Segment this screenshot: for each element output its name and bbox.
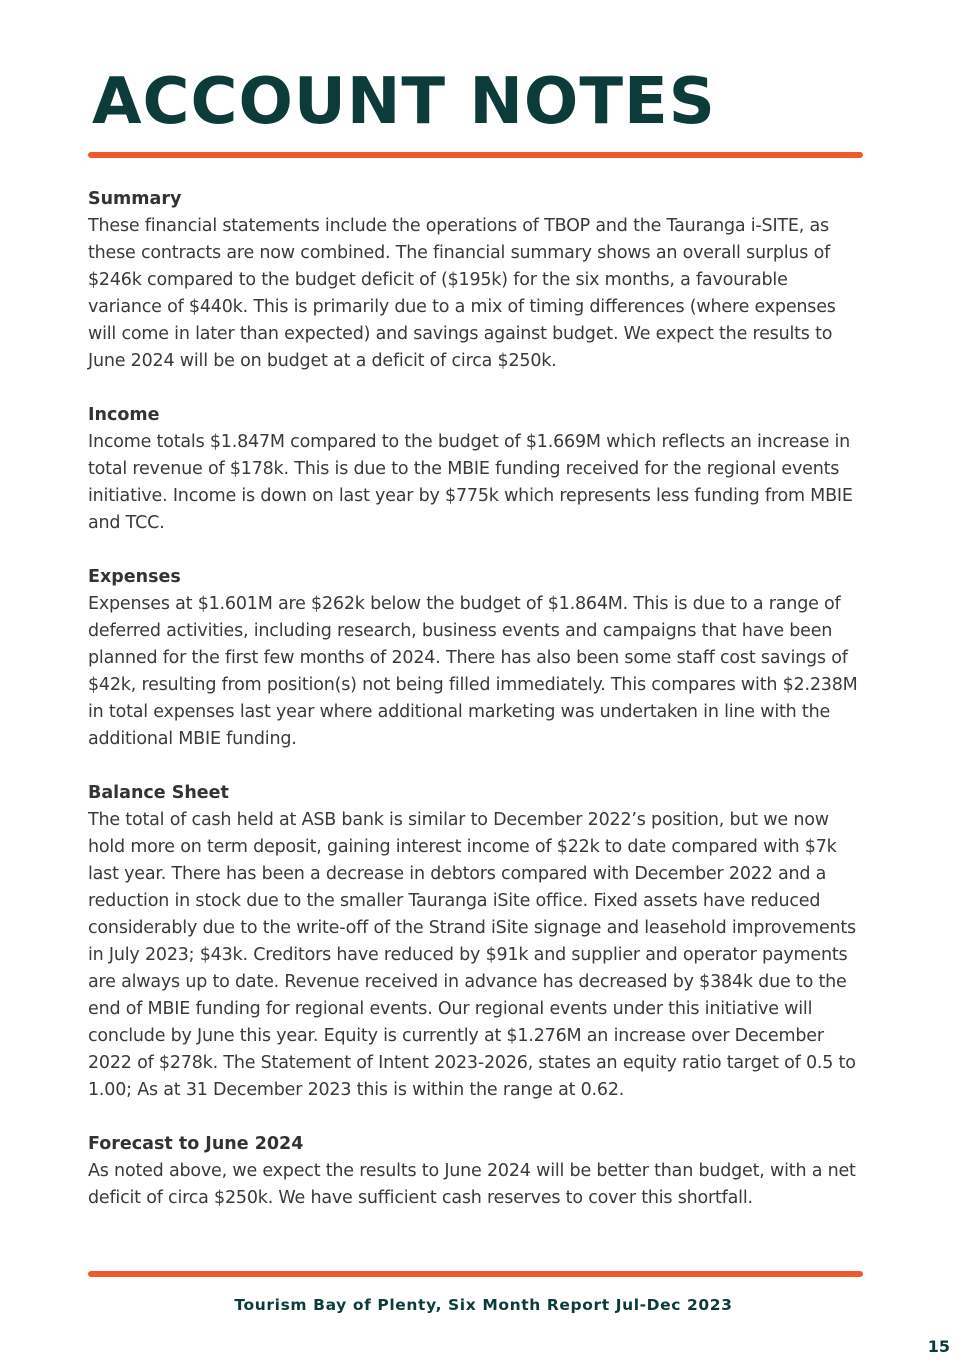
section-heading: Summary bbox=[88, 189, 182, 209]
section-body: The total of cash held at ASB bank is similar to December 2022’s position, but we now hold more on term deposit, gaining interest income of $22k to date compared with $7k last year. There has been a decrease in debtors compared with December 2022 and a reduction in stock due to the smaller Tauranga iSite office. Fixed assets have reduced considerably due to the write-off of the Strand iSite signage and leasehold improvements in July 2023; $43k. Creditors have reduced by $91k and supplier and operator payments are always up to date. Revenue received in advance has decreased by $384k due to the end of MBIE funding for regional events. Our regional events under this initiative will conclude by June this year. Equity is currently at $1.276M an increase over December 2022 of $278k. The Statement of Intent 2023-2026, states an equity ratio target of 0.5 to 1.00; As at 31 December 2023 this is within the range at 0.62. bbox=[88, 810, 856, 1100]
section-heading: Expenses bbox=[88, 567, 181, 587]
notes-content bbox=[88, 186, 863, 1239]
top-divider bbox=[88, 152, 863, 158]
page-number: 15 bbox=[927, 1337, 950, 1356]
bottom-divider bbox=[88, 1271, 863, 1277]
section-body: Expenses at $1.601M are $262k below the budget of $1.864M. This is due to a range of deferred activities, including research, business events and campaigns that have been planned for the first few months of 2024. There has also been some staff cost savings of $42k, resulting from position(s) not being filled immediately. This compares with $2.238M in total expenses last year where additional marketing was undertaken in line with the additional MBIE funding. bbox=[88, 594, 858, 749]
section-expenses bbox=[88, 564, 863, 753]
section-heading: Balance Sheet bbox=[88, 783, 229, 803]
section-forecast bbox=[88, 1131, 863, 1212]
section-body: Income totals $1.847M compared to the budget of $1.669M which reflects an increase in total revenue of $178k. This is due to the MBIE funding received for the regional events initiative. Income is down on last year by $775k which represents less funding from MBIE and TCC. bbox=[88, 432, 853, 533]
footer-report-title: Tourism Bay of Plenty, Six Month Report Jul-Dec 2023 bbox=[234, 1296, 733, 1314]
section-summary bbox=[88, 186, 863, 375]
section-body: These financial statements include the operations of TBOP and the Tauranga i-SITE, as these contracts are now combined. The financial summary shows an overall surplus of $246k compared to the budget deficit of ($195k) for the six months, a favourable variance of $440k. This is primarily due to a mix of timing differences (where expenses will come in later than expected) and savings against budget. We expect the results to June 2024 will be on budget at a deficit of circa $250k. bbox=[88, 216, 836, 371]
section-heading: Forecast to June 2024 bbox=[88, 1134, 304, 1154]
section-income bbox=[88, 402, 863, 537]
section-balance-sheet bbox=[88, 780, 863, 1104]
page-title: ACCOUNT NOTES bbox=[92, 65, 716, 139]
section-heading: Income bbox=[88, 405, 160, 425]
section-body: As noted above, we expect the results to June 2024 will be better than budget, with a net deficit of circa $250k. We have sufficient cash reserves to cover this shortfall. bbox=[88, 1161, 856, 1208]
